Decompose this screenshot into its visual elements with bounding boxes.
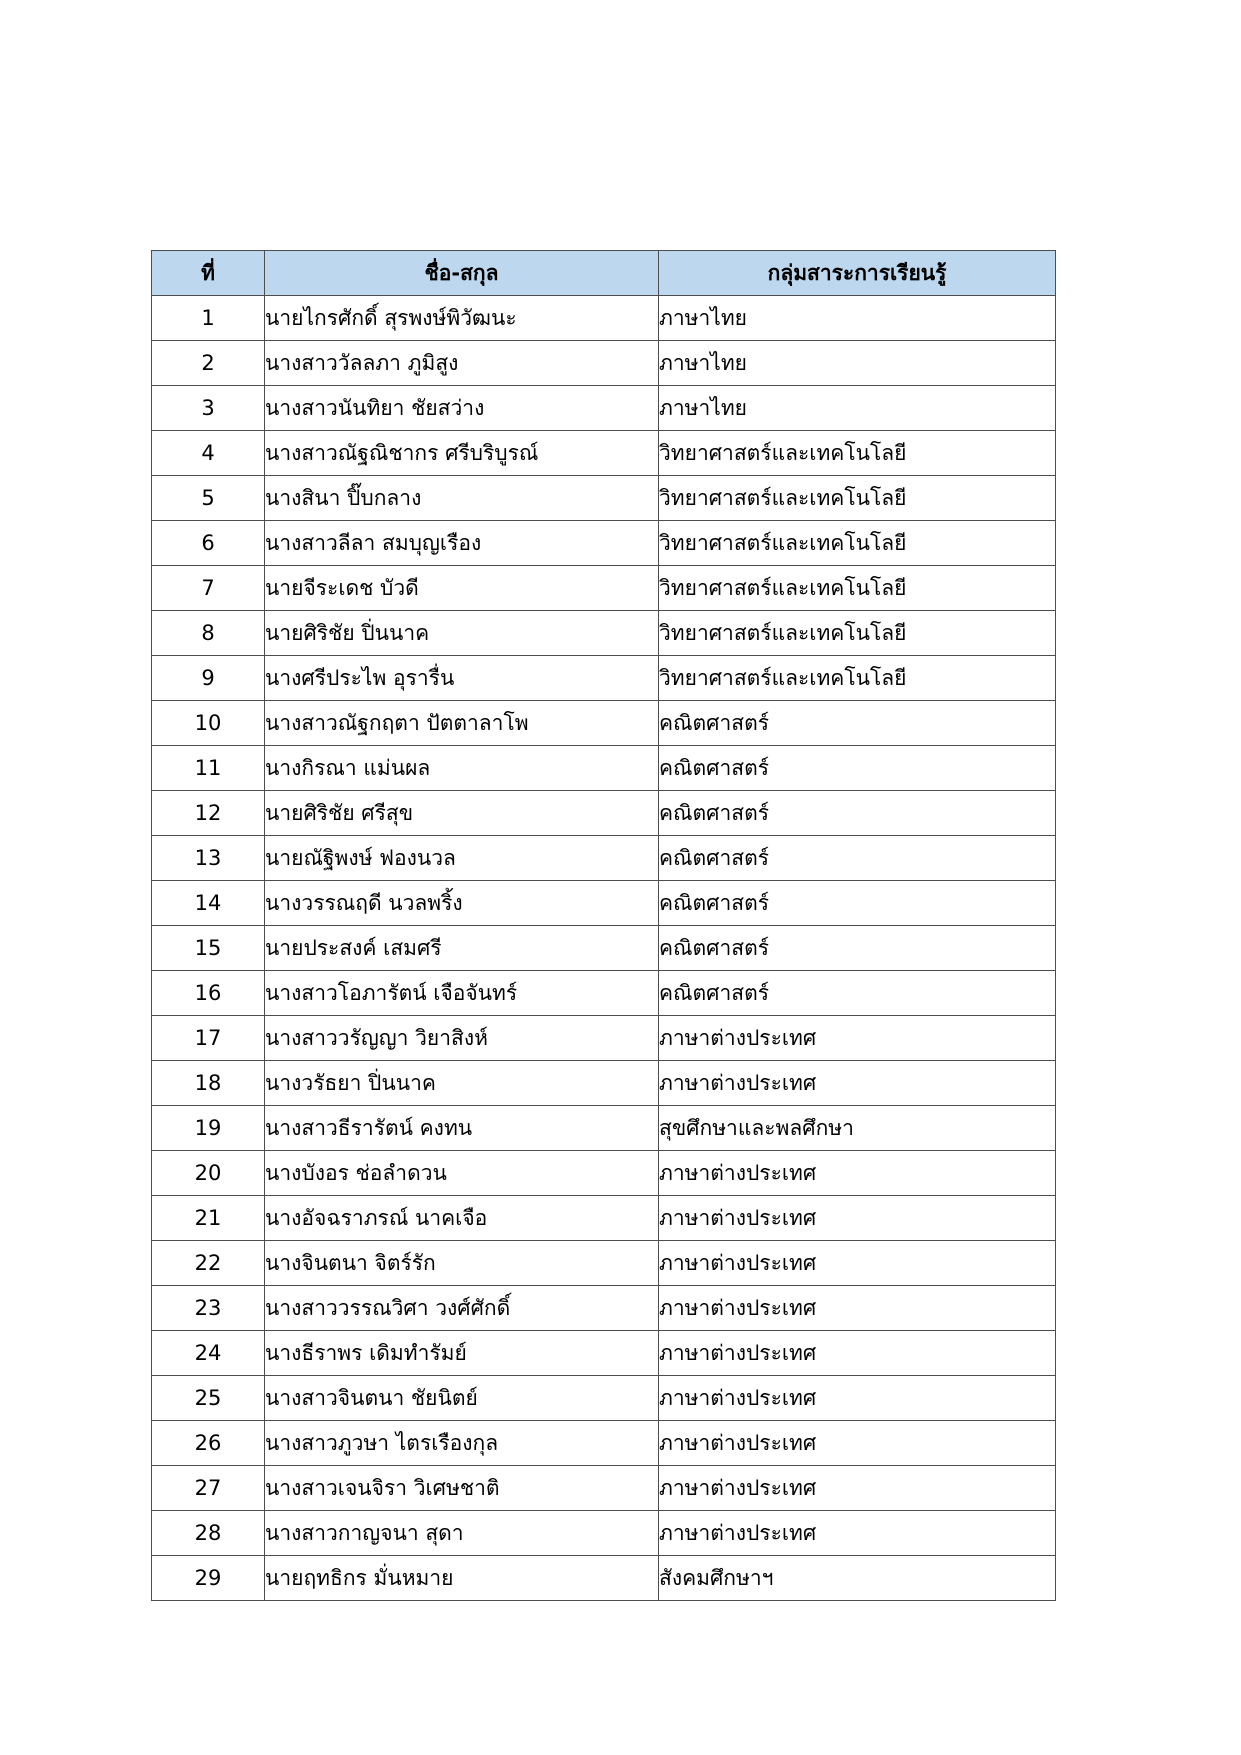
row-number: 24 [152, 1331, 265, 1376]
table-row [152, 611, 1056, 656]
row-group: คณิตศาสตร์ [659, 971, 1056, 1016]
row-group: คณิตศาสตร์ [659, 881, 1056, 926]
table-row [152, 386, 1056, 431]
table-row [152, 1466, 1056, 1511]
table-row [152, 881, 1056, 926]
row-group: ภาษาไทย [659, 341, 1056, 386]
row-group: ภาษาไทย [659, 386, 1056, 431]
row-group: วิทยาศาสตร์และเทคโนโลยี [659, 431, 1056, 476]
table-row [152, 476, 1056, 521]
table-row [152, 296, 1056, 341]
row-number: 28 [152, 1511, 265, 1556]
table-row [152, 701, 1056, 746]
table-row [152, 1331, 1056, 1376]
row-group: คณิตศาสตร์ [659, 926, 1056, 971]
header-row [152, 251, 1056, 296]
row-name: นายประสงค์ เสมศรี [265, 926, 659, 971]
row-group: ภาษาต่างประเทศ [659, 1331, 1056, 1376]
header-no: ที่ [152, 251, 265, 296]
row-group: วิทยาศาสตร์และเทคโนโลยี [659, 611, 1056, 656]
row-name: นางสาวกาญจนา สุดา [265, 1511, 659, 1556]
row-group: ภาษาต่างประเทศ [659, 1421, 1056, 1466]
row-number: 23 [152, 1286, 265, 1331]
row-name: นางสาวโอภารัตน์ เจือจันทร์ [265, 971, 659, 1016]
row-group: คณิตศาสตร์ [659, 701, 1056, 746]
row-group: ภาษาต่างประเทศ [659, 1196, 1056, 1241]
row-name: นางอัจฉราภรณ์ นาคเจือ [265, 1196, 659, 1241]
row-group: สุขศึกษาและพลศึกษา [659, 1106, 1056, 1151]
row-number: 6 [152, 521, 265, 566]
row-number: 8 [152, 611, 265, 656]
row-name: นางกิรณา แม่นผล [265, 746, 659, 791]
row-name: นางศรีประไพ อุรารื่น [265, 656, 659, 701]
row-name: นายศิริชัย ปิ่นนาค [265, 611, 659, 656]
row-number: 29 [152, 1556, 265, 1601]
row-name: นายณัฐิพงษ์ ฟองนวล [265, 836, 659, 881]
row-name: นายไกรศักดิ์ สุรพงษ์พิวัฒนะ [265, 296, 659, 341]
table-row [152, 431, 1056, 476]
row-name: นางจินตนา จิตร์รัก [265, 1241, 659, 1286]
table-row [152, 1241, 1056, 1286]
row-number: 5 [152, 476, 265, 521]
header-group: กลุ่มสาระการเรียนรู้ [659, 251, 1056, 296]
row-group: คณิตศาสตร์ [659, 791, 1056, 836]
row-name: นางสาววัลลภา ภูมิสูง [265, 341, 659, 386]
row-number: 27 [152, 1466, 265, 1511]
row-number: 16 [152, 971, 265, 1016]
row-number: 1 [152, 296, 265, 341]
row-number: 11 [152, 746, 265, 791]
row-number: 12 [152, 791, 265, 836]
row-number: 21 [152, 1196, 265, 1241]
row-number: 3 [152, 386, 265, 431]
row-name: นางสาวจินตนา ชัยนิตย์ [265, 1376, 659, 1421]
table-row [152, 971, 1056, 1016]
row-number: 14 [152, 881, 265, 926]
row-number: 18 [152, 1061, 265, 1106]
table-row [152, 341, 1056, 386]
row-group: ภาษาต่างประเทศ [659, 1376, 1056, 1421]
row-group: ภาษาต่างประเทศ [659, 1241, 1056, 1286]
table-row [152, 656, 1056, 701]
row-name: นางสาวณัฐกฤตา ปัตตาลาโพ [265, 701, 659, 746]
row-name: นายฤทธิกร มั่นหมาย [265, 1556, 659, 1601]
staff-table [151, 250, 1056, 1601]
table-row [152, 836, 1056, 881]
row-number: 20 [152, 1151, 265, 1196]
row-group: ภาษาต่างประเทศ [659, 1151, 1056, 1196]
row-number: 13 [152, 836, 265, 881]
row-number: 2 [152, 341, 265, 386]
row-name: นางสาวณัฐณิชากร ศรีบริบูรณ์ [265, 431, 659, 476]
row-number: 19 [152, 1106, 265, 1151]
row-name: นางสาวภูวษา ไตรเรืองกุล [265, 1421, 659, 1466]
row-number: 15 [152, 926, 265, 971]
table-row [152, 566, 1056, 611]
row-number: 7 [152, 566, 265, 611]
row-number: 17 [152, 1016, 265, 1061]
table-row [152, 1196, 1056, 1241]
table-row [152, 1106, 1056, 1151]
row-group: ภาษาต่างประเทศ [659, 1286, 1056, 1331]
row-group: ภาษาไทย [659, 296, 1056, 341]
row-group: วิทยาศาสตร์และเทคโนโลยี [659, 521, 1056, 566]
table-row [152, 1421, 1056, 1466]
row-name: นางสาววรัญญา วิยาสิงห์ [265, 1016, 659, 1061]
table-row [152, 1511, 1056, 1556]
table-row [152, 1556, 1056, 1601]
row-name: นางสาววรรณวิศา วงศ์ศักดิ์ [265, 1286, 659, 1331]
table-row [152, 1016, 1056, 1061]
row-number: 9 [152, 656, 265, 701]
row-number: 26 [152, 1421, 265, 1466]
table-row [152, 1376, 1056, 1421]
table-row [152, 746, 1056, 791]
row-number: 22 [152, 1241, 265, 1286]
row-name: นางสาวเจนจิรา วิเศษชาติ [265, 1466, 659, 1511]
row-group: คณิตศาสตร์ [659, 836, 1056, 881]
row-number: 4 [152, 431, 265, 476]
row-name: นางสาวลีลา สมบุญเรือง [265, 521, 659, 566]
row-group: คณิตศาสตร์ [659, 746, 1056, 791]
row-group: วิทยาศาสตร์และเทคโนโลยี [659, 566, 1056, 611]
row-name: นางวรรณฤดี นวลพริ้ง [265, 881, 659, 926]
row-name: นางบังอร ช่อลำดวน [265, 1151, 659, 1196]
row-name: นางสาวนันทิยา ชัยสว่าง [265, 386, 659, 431]
table-row [152, 1151, 1056, 1196]
table-row [152, 926, 1056, 971]
table-row [152, 1061, 1056, 1106]
header-name: ชื่อ-สกุล [265, 251, 659, 296]
table-body [152, 296, 1056, 1601]
row-name: นางสินา ปิ๊บกลาง [265, 476, 659, 521]
row-name: นางสาวธีรารัตน์ คงทน [265, 1106, 659, 1151]
row-group: ภาษาต่างประเทศ [659, 1511, 1056, 1556]
row-number: 25 [152, 1376, 265, 1421]
table-row [152, 1286, 1056, 1331]
row-group: วิทยาศาสตร์และเทคโนโลยี [659, 656, 1056, 701]
row-group: วิทยาศาสตร์และเทคโนโลยี [659, 476, 1056, 521]
row-group: ภาษาต่างประเทศ [659, 1016, 1056, 1061]
table-row [152, 521, 1056, 566]
row-group: สังคมศึกษาฯ [659, 1556, 1056, 1601]
row-name: นางธีราพร เดิมทำรัมย์ [265, 1331, 659, 1376]
row-group: ภาษาต่างประเทศ [659, 1061, 1056, 1106]
table-row [152, 791, 1056, 836]
row-name: นางวรัธยา ปิ่นนาค [265, 1061, 659, 1106]
row-group: ภาษาต่างประเทศ [659, 1466, 1056, 1511]
row-name: นายศิริชัย ศรีสุข [265, 791, 659, 836]
row-number: 10 [152, 701, 265, 746]
row-name: นายจีระเดช บัวดี [265, 566, 659, 611]
